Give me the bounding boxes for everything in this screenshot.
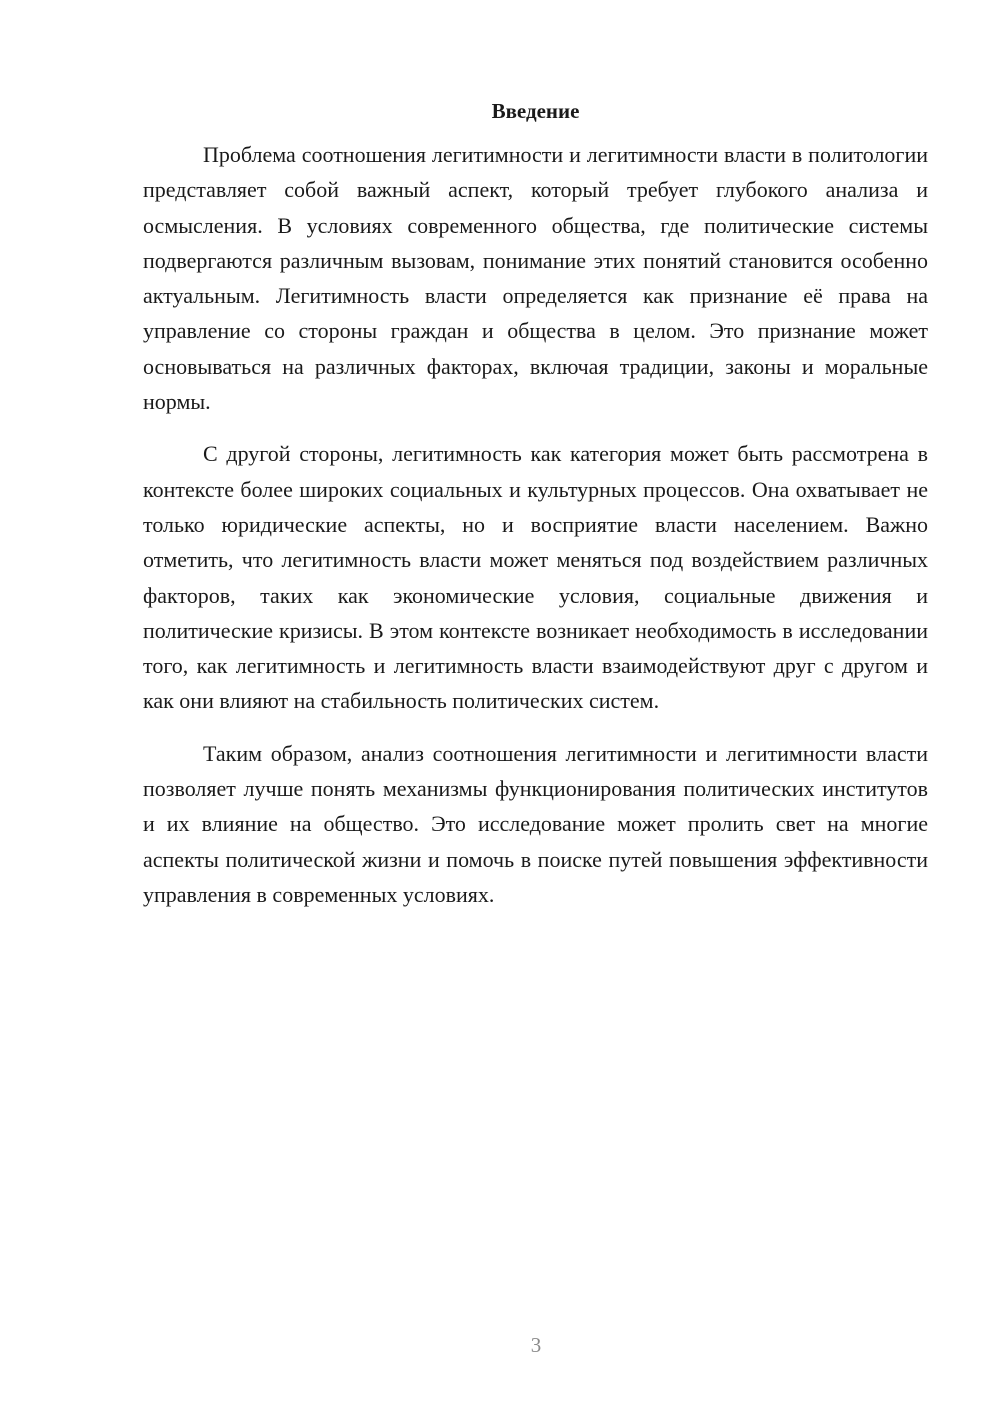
page-content <box>143 96 928 912</box>
paragraph-3: Таким образом, анализ соотношения легитимности и легитимности власти позволяет лучше понять механизмы функционирования политических институтов и их влияние на общество. Это исследование может пролить свет на многие аспекты политической жизни и помочь в поиске путей повышения эффективности управления в современных условиях. <box>143 740 928 907</box>
paragraph-1: Проблема соотношения легитимности и легитимности власти в политологии представляет собой важный аспект, который требует глубокого анализа и осмысления. В условиях современного общества, где политические системы подвергаются различным вызовам, понимание этих понятий становится особенно актуальным. Легитимность власти определяется как признание её права на управление со стороны граждан и общества в целом. Это признание может основываться на различных факторах, включая традиции, законы и моральные нормы. <box>143 142 928 415</box>
page-number: 3 <box>530 1333 542 1357</box>
section-heading: Введение <box>491 99 580 123</box>
paragraph-2: С другой стороны, легитимность как категория может быть рассмотрена в контексте более широких социальных и культурных процессов. Она охватывает не только юридические аспекты, но и восприятие власти населением. Важно отметить, что легитимность власти может меняться под воздействием различных факторов, таких как экономические условия, социальные движения и политические кризисы. В этом контексте возникает необходимость в исследовании того, как легитимность и легитимность власти взаимодействуют друг с другом и как они влияют на стабильность политических систем. <box>143 441 928 714</box>
